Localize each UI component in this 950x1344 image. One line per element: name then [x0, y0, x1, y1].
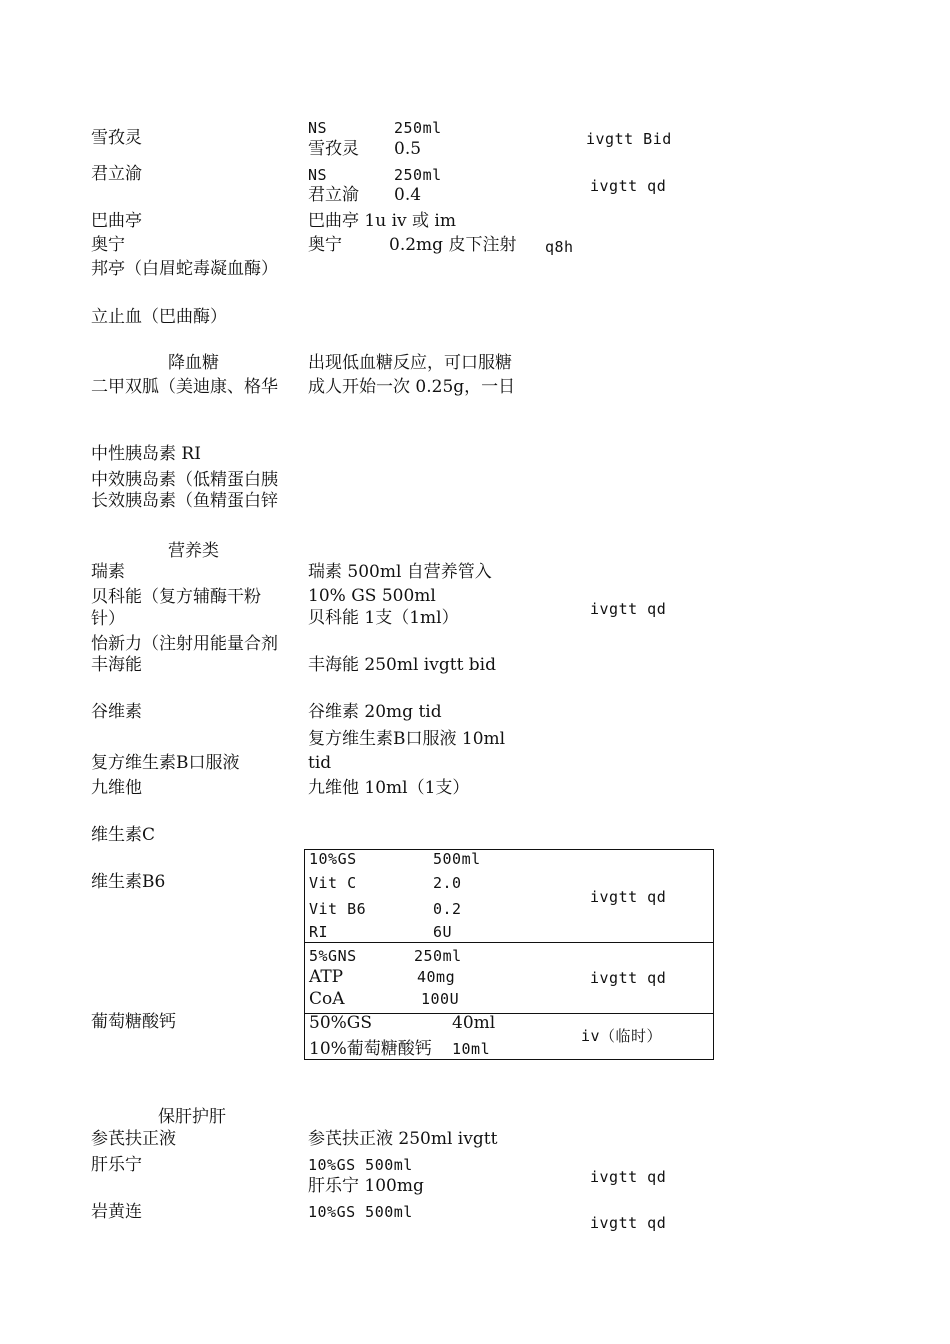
drug-name-ruisu: 瑞素: [91, 562, 125, 582]
box-g3-row1-drug: 50%GS: [309, 1013, 373, 1033]
ganlening-dose: 肝乐宁 100mg: [308, 1176, 424, 1196]
xuemiling-solvent-volume: 250ml: [394, 119, 442, 137]
box-divider-1: [304, 942, 714, 943]
yanhuanglian-solvent: 10%GS 500ml: [308, 1203, 413, 1221]
junliyu-dose: 0.4: [394, 185, 422, 205]
box-g1-row3-drug: Vit B6: [309, 900, 367, 918]
box-g2-row3-dose: 100U: [421, 990, 460, 1008]
drug-name-beikeneng-cont: 针）: [91, 609, 125, 629]
metformin-dose: 成人开始一次 0.25g，一日: [308, 377, 516, 397]
box-g3-row2-drug: 10%葡萄糖酸钙: [309, 1039, 432, 1059]
xuemiling-dose: 0.5: [394, 139, 422, 159]
baquting-dose: 巴曲亭 1u iv 或 im: [308, 211, 456, 231]
box-g1-row4-drug: RI: [309, 923, 329, 941]
xuemiling-solvent: NS: [308, 119, 328, 137]
box-g2-row1-drug: 5%GNS: [309, 947, 357, 965]
box-g1-row3-dose: 0.2: [433, 900, 462, 918]
jiuweita-dose: 九维他 10ml（1支）: [308, 778, 470, 798]
xuemiling-drug: 雪孜灵: [308, 139, 359, 159]
drug-name-insulin-pzi: 长效胰岛素（鱼精蛋白锌: [91, 491, 278, 511]
drug-name-yixinli: 怡新力（注射用能量合剂: [91, 634, 278, 654]
box-g1-row4-dose: 6U: [433, 923, 453, 941]
ganlening-solvent: 10%GS 500ml: [308, 1156, 413, 1174]
box-g3-row2-dose: 10ml: [452, 1040, 491, 1058]
drug-name-insulin-nph: 中效胰岛素（低精蛋白胰: [91, 470, 278, 490]
hypoglycemia-note: 出现低血糖反应，可口服糖: [308, 353, 512, 373]
box-g2-row3-drug: CoA: [309, 989, 345, 1009]
fenghaineng-dose: 丰海能 250ml ivgtt bid: [308, 655, 497, 675]
drug-name-beikeneng: 贝科能（复方辅酶干粉: [91, 587, 261, 607]
box-g1-row2-drug: Vit C: [309, 874, 357, 892]
drug-name-lizhixue: 立止血（巴曲酶）: [91, 307, 227, 327]
box-g3-row1-dose: 40ml: [452, 1013, 496, 1033]
xuemiling-route: ivgtt Bid: [586, 130, 672, 148]
drug-name-bangting: 邦亭（白眉蛇毒凝血酶）: [91, 259, 278, 279]
junliyu-solvent: NS: [308, 166, 328, 184]
drug-name-xuemiling: 雪孜灵: [91, 128, 142, 148]
box-g1-row1-drug: 10%GS: [309, 850, 357, 868]
box-g2-row1-dose: 250ml: [414, 947, 462, 965]
section-heading-liver: 保肝护肝: [158, 1107, 226, 1127]
drug-name-vitb: 复方维生素B口服液: [91, 753, 240, 773]
box-g2-row2-dose: 40mg: [417, 968, 456, 986]
drug-name-insulin-ri: 中性胰岛素 RI: [91, 444, 201, 464]
drug-name-shenqi: 参芪扶正液: [91, 1129, 176, 1149]
vitb-frequency: tid: [308, 753, 332, 773]
junliyu-drug: 君立渝: [308, 185, 359, 205]
junliyu-solvent-volume: 250ml: [394, 166, 442, 184]
beikeneng-route: ivgtt qd: [590, 600, 667, 618]
yanhuanglian-route: ivgtt qd: [590, 1214, 667, 1232]
drug-name-metformin: 二甲双胍（美迪康、格华: [91, 377, 278, 397]
aoning-amount: 0.2mg 皮下注射: [389, 235, 517, 255]
drug-name-jiuweita: 九维他: [91, 778, 142, 798]
junliyu-route: ivgtt qd: [590, 177, 667, 195]
beikeneng-dose: 贝科能 1支（1ml）: [308, 608, 459, 628]
drug-name-fenghaineng: 丰海能: [91, 655, 142, 675]
beikeneng-solvent: 10% GS 500ml: [308, 586, 436, 606]
drug-name-ganlening: 肝乐宁: [91, 1155, 142, 1175]
ganlening-route: ivgtt qd: [590, 1168, 667, 1186]
shenqi-dose: 参芪扶正液 250ml ivgtt: [308, 1129, 498, 1149]
guweisu-dose: 谷维素 20mg tid: [308, 702, 442, 722]
vitb-dose: 复方维生素B口服液 10ml: [308, 729, 506, 749]
box-g2-row2-drug: ATP: [309, 967, 344, 987]
box-g3-route: iv（临时）: [581, 1027, 663, 1045]
drug-name-vitc: 维生素C: [91, 825, 156, 845]
drug-name-junliyu: 君立渝: [91, 164, 142, 184]
section-heading-nutrition: 营养类: [168, 541, 219, 561]
drug-name-yanhuanglian: 岩黄连: [91, 1202, 142, 1222]
drug-name-baquting: 巴曲亭: [91, 211, 142, 231]
box-g2-route: ivgtt qd: [590, 969, 667, 987]
aoning-frequency: q8h: [545, 238, 574, 256]
box-g1-route: ivgtt qd: [590, 888, 667, 906]
ruisu-dose: 瑞素 500ml 自营养管入: [308, 562, 492, 582]
section-heading-hypoglycemic: 降血糖: [168, 353, 219, 373]
drug-name-vitb6: 维生素B6: [91, 872, 166, 892]
box-g1-row2-dose: 2.0: [433, 874, 462, 892]
drug-name-aoning: 奥宁: [91, 235, 125, 255]
drug-name-calcium: 葡萄糖酸钙: [91, 1012, 176, 1032]
aoning-drug: 奥宁: [308, 235, 342, 255]
drug-name-guweisu: 谷维素: [91, 702, 142, 722]
box-g1-row1-dose: 500ml: [433, 850, 481, 868]
